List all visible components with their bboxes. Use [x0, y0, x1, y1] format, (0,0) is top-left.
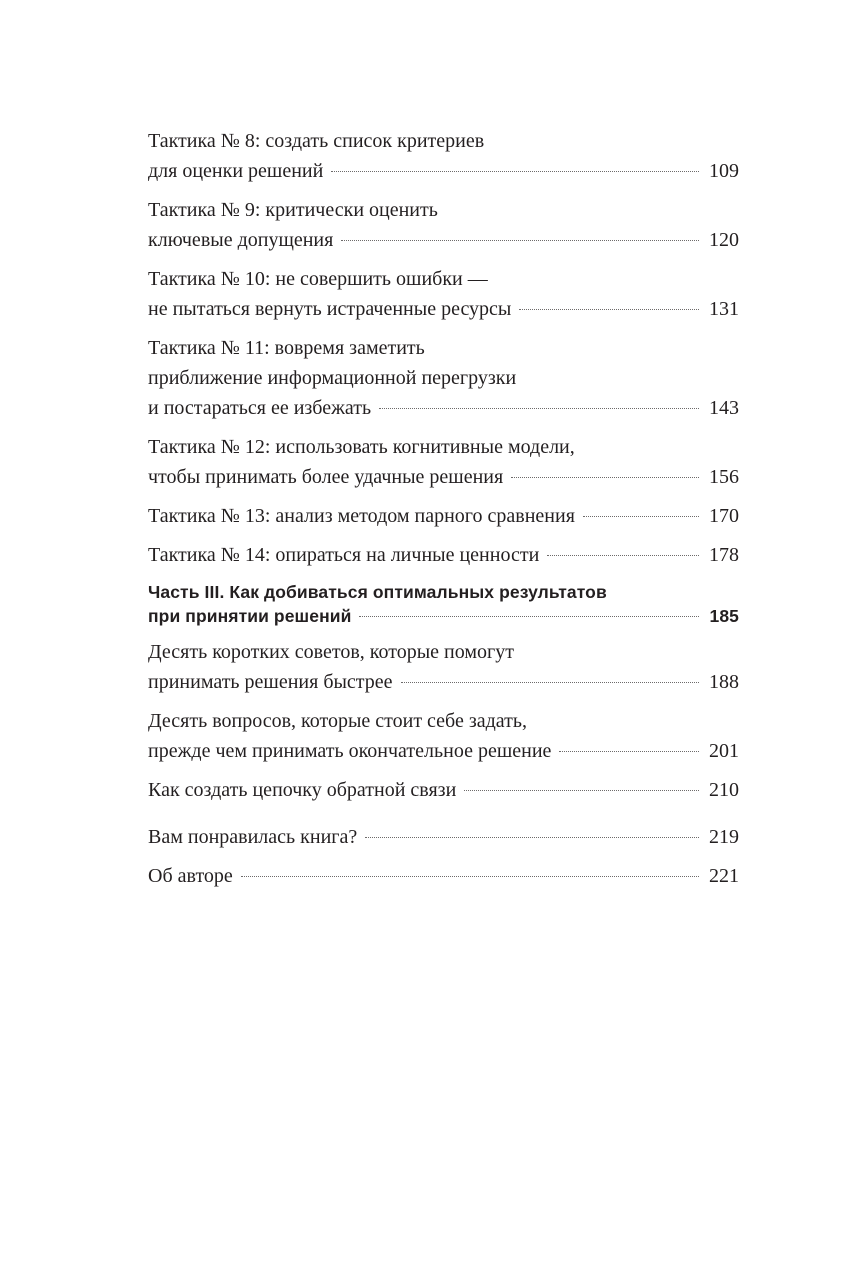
- toc-page-number: 210: [709, 779, 739, 801]
- toc-entry-title-line: и постараться ее избежать: [148, 397, 372, 419]
- toc-entry-last-line: [148, 540, 739, 570]
- toc-page-number: 170: [709, 505, 739, 527]
- toc-entry: [148, 432, 739, 492]
- toc-entry: [148, 501, 739, 531]
- toc-entry-title-line: при принятии решений: [148, 606, 352, 626]
- toc-entry-title-line: Часть III. Как добиваться оптимальных результатов: [148, 582, 607, 602]
- toc-page-number: 219: [709, 826, 739, 848]
- toc-entry-title-line: Тактика № 10: не совершить ошибки —: [148, 268, 488, 290]
- toc-entry-title-line: прежде чем принимать окончательное решение: [148, 740, 552, 762]
- toc-entry-last-line: [148, 775, 739, 805]
- dot-leader: [331, 171, 699, 172]
- toc-entry: [148, 861, 739, 891]
- toc-entry-last-line: [148, 156, 739, 186]
- toc-page-number: 201: [709, 740, 739, 762]
- dot-leader: [519, 309, 699, 310]
- dot-leader: [401, 682, 699, 683]
- dot-leader: [359, 616, 699, 617]
- dot-leader: [583, 516, 699, 517]
- toc-entry-title-line: для оценки решений: [148, 160, 324, 182]
- toc-entry-title-line: чтобы принимать более удачные решения: [148, 466, 504, 488]
- toc-entry-last-line: [148, 822, 739, 852]
- toc-page-number: 131: [709, 298, 739, 320]
- table-of-contents: [148, 126, 739, 891]
- toc-entry: [148, 822, 739, 852]
- toc-entry-title-line: Вам понравилась книга?: [148, 826, 358, 848]
- toc-entry-last-line: [148, 294, 739, 324]
- dot-leader: [341, 240, 699, 241]
- toc-entry: [148, 637, 739, 697]
- toc-entry-last-line: [148, 462, 739, 492]
- toc-entry-title-line: не пытаться вернуть истраченные ресурсы: [148, 298, 512, 320]
- dot-leader: [559, 751, 699, 752]
- toc-entry-title-line: Тактика № 13: анализ методом парного сравнения: [148, 505, 575, 527]
- toc-entry: [148, 540, 739, 570]
- toc-page-number: 156: [709, 466, 739, 488]
- toc-entry-title-line: Об авторе: [148, 865, 233, 887]
- toc-page-number: 185: [709, 606, 739, 626]
- dot-leader: [241, 876, 699, 877]
- toc-entry-title-line: принимать решения быстрее: [148, 671, 393, 693]
- toc-entry-last-line: [148, 667, 739, 697]
- toc-page-number: 109: [709, 160, 739, 182]
- toc-entry-title-line: Десять коротких советов, которые помогут: [148, 641, 514, 663]
- dot-leader: [547, 555, 699, 556]
- toc-entry: [148, 333, 739, 423]
- dot-leader: [464, 790, 699, 791]
- toc-entry-title-line: Тактика № 14: опираться на личные ценности: [148, 544, 540, 566]
- toc-page-number: 188: [709, 671, 739, 693]
- dot-leader: [511, 477, 699, 478]
- toc-entry-title-line: Тактика № 9: критически оценить: [148, 199, 438, 221]
- toc-entry-last-line: [148, 225, 739, 255]
- toc-entry-last-line: [148, 393, 739, 423]
- toc-entry-last-line: [148, 501, 739, 531]
- dot-leader: [379, 408, 699, 409]
- toc-entry: [148, 195, 739, 255]
- toc-entry-title-line: приближение информационной перегрузки: [148, 367, 517, 389]
- toc-entry-last-line: [148, 736, 739, 766]
- toc-entry-last-line: [148, 604, 739, 628]
- toc-entry-title-line: Десять вопросов, которые стоит себе задать,: [148, 710, 528, 732]
- toc-entry-last-line: [148, 861, 739, 891]
- toc-page-number: 143: [709, 397, 739, 419]
- toc-entry: [148, 775, 739, 805]
- toc-entry-title-line: Тактика № 11: вовремя заметить: [148, 337, 425, 359]
- toc-entry-title-line: ключевые допущения: [148, 229, 334, 251]
- dot-leader: [365, 837, 699, 838]
- toc-entry: [148, 126, 739, 186]
- toc-entry: [148, 706, 739, 766]
- toc-entry-title-line: Тактика № 12: использовать когнитивные модели,: [148, 436, 575, 458]
- toc-page-number: 178: [709, 544, 739, 566]
- toc-entry-title-line: Тактика № 8: создать список критериев: [148, 130, 485, 152]
- toc-part-heading: [148, 580, 739, 628]
- toc-entry: [148, 264, 739, 324]
- toc-page-number: 120: [709, 229, 739, 251]
- toc-entry-title-line: Как создать цепочку обратной связи: [148, 779, 457, 801]
- toc-page-number: 221: [709, 865, 739, 887]
